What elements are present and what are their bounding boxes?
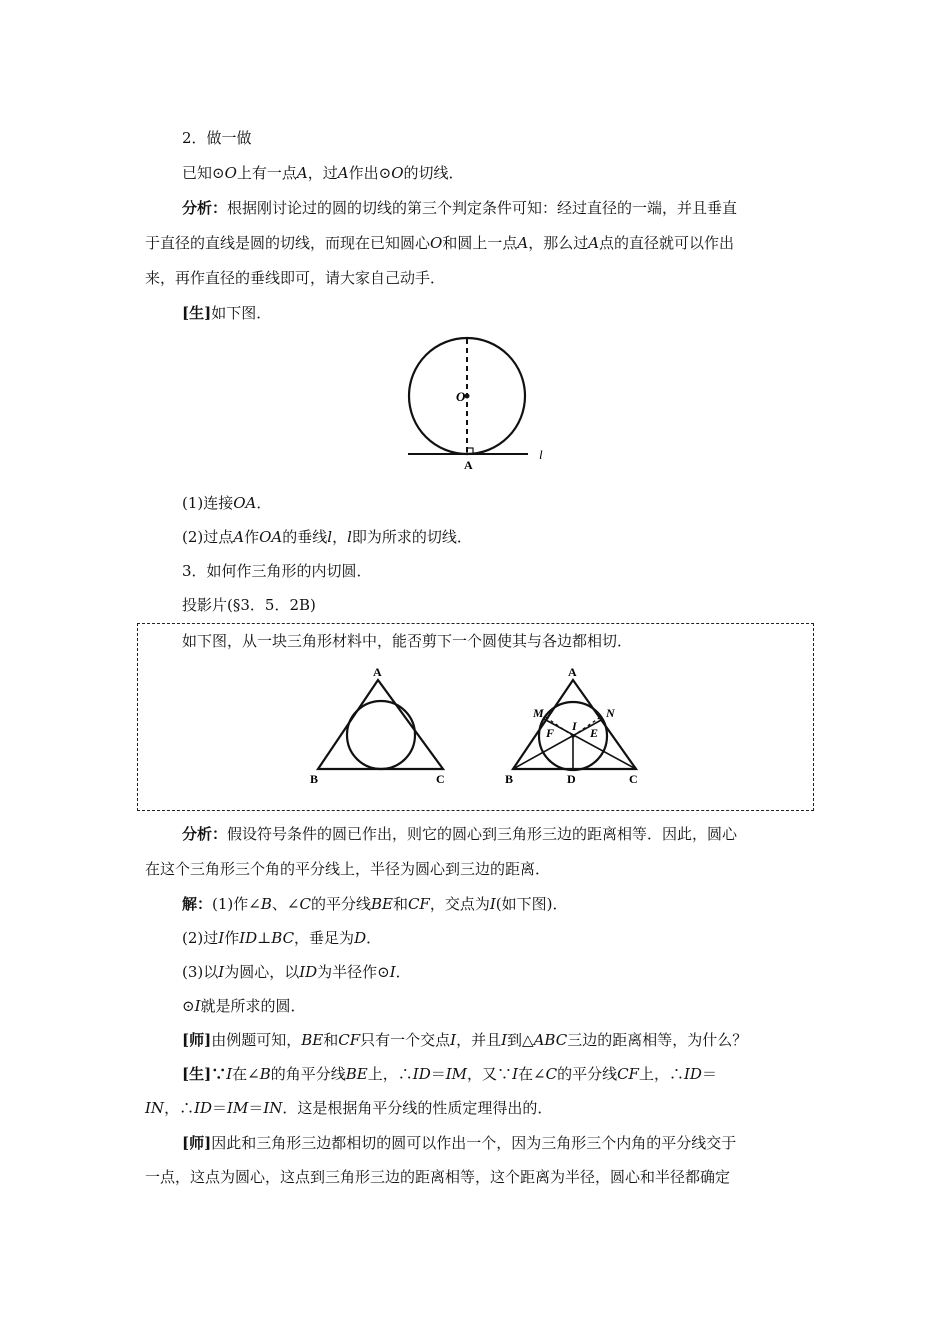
label-i: I xyxy=(572,719,577,733)
text: 的垂线 xyxy=(282,528,328,546)
text: ＝ xyxy=(701,1065,717,1083)
label-c: C xyxy=(436,772,445,786)
analysis-paragraph-1-line-3 xyxy=(145,268,445,288)
math-var: B xyxy=(260,895,272,913)
math-var: O xyxy=(430,234,443,252)
section-heading-3 xyxy=(182,561,372,581)
speaker-label: [师] xyxy=(182,1134,212,1152)
text: 由例题可知， xyxy=(211,1031,302,1049)
text: ，过 xyxy=(307,164,338,182)
text: ＝ xyxy=(248,1099,264,1117)
text: 点的直径就可以作出 xyxy=(599,234,735,252)
text: ，垂足为 xyxy=(294,929,355,947)
text: ∵ xyxy=(211,1065,227,1083)
text: ，交点为 xyxy=(429,895,490,913)
text: (2)过 xyxy=(182,929,219,947)
text: ＝ xyxy=(212,1099,228,1117)
text: 作 xyxy=(244,528,260,546)
text: 作 xyxy=(224,929,240,947)
student-reply-2-line-2 xyxy=(145,1098,552,1118)
triangle-incircle-figure xyxy=(305,662,455,787)
math-var: C xyxy=(299,895,311,913)
text: 在这个三角形三个角的平分线上，半径为圆心到三边的距离． xyxy=(145,860,551,878)
analysis-paragraph-2-line-2 xyxy=(145,859,550,879)
text: 和圆上一点 xyxy=(442,234,518,252)
math-var: l xyxy=(347,528,352,546)
math-var: BC xyxy=(271,929,295,947)
label-a: A xyxy=(568,665,577,679)
analysis-paragraph-2 xyxy=(182,824,737,844)
text: 和 xyxy=(392,895,408,913)
math-var: I xyxy=(450,1031,457,1049)
math-var: ID xyxy=(299,963,318,981)
math-var: CF xyxy=(407,895,430,913)
math-var: ID xyxy=(239,929,258,947)
text: 投影片(§3．5．2B) xyxy=(182,596,316,614)
math-var: IN xyxy=(145,1099,165,1117)
text: 根据刚讨论过的圆的切线的第三个判定条件可知：经过直径的一端，并且垂直 xyxy=(227,199,738,217)
incenter-point xyxy=(571,734,575,738)
math-var: ID xyxy=(683,1065,702,1083)
text: 2．做一做 xyxy=(182,129,252,147)
slide-question xyxy=(182,631,632,651)
math-var: O xyxy=(224,164,237,182)
text: 一点，这点为圆心，这点到三角形三边的距离相等，这个距离为半径，圆心和半径都确定 xyxy=(145,1168,731,1186)
text: ． xyxy=(256,494,272,512)
solution-label: 解： xyxy=(182,895,213,913)
math-var: ID xyxy=(412,1065,431,1083)
solution-conclusion xyxy=(182,996,306,1016)
label-b: B xyxy=(310,772,319,786)
label-e: E xyxy=(590,726,599,740)
text: ， xyxy=(332,528,348,546)
text: 为半径作⊙ xyxy=(317,963,390,981)
text: 只有一个交点 xyxy=(360,1031,451,1049)
text: ，∴ xyxy=(164,1099,195,1117)
text: 的角平分线 xyxy=(270,1065,346,1083)
math-var: BE xyxy=(301,1031,324,1049)
math-var: I xyxy=(226,1065,233,1083)
math-var: I xyxy=(501,1031,508,1049)
speaker-label: [生] xyxy=(182,1065,212,1083)
incircle xyxy=(347,701,415,769)
math-var: I xyxy=(512,1065,518,1083)
label-l: l xyxy=(539,447,543,462)
math-var: BE xyxy=(370,895,393,913)
text: 作出⊙ xyxy=(348,164,392,182)
circle-tangent-figure xyxy=(400,335,560,485)
text: 就是所求的圆． xyxy=(200,997,306,1015)
math-var: D xyxy=(354,929,367,947)
text: 上有一点 xyxy=(236,164,297,182)
text: ．这是根据角平分线的性质定理得出的． xyxy=(282,1099,553,1117)
analysis-label: 分析： xyxy=(182,825,228,843)
math-var: CF xyxy=(338,1031,361,1049)
text: 于直径的直线是圆的切线，而现在已知圆心 xyxy=(145,234,431,252)
text: 已知⊙ xyxy=(182,164,225,182)
bisector-construction-figure xyxy=(500,662,650,787)
math-var: A xyxy=(337,164,349,182)
math-var: CF xyxy=(617,1065,639,1083)
text: 上，∴ xyxy=(638,1065,684,1083)
solution-step-3 xyxy=(182,962,411,982)
text: 和 xyxy=(323,1031,339,1049)
math-var: A xyxy=(296,164,308,182)
text: 、∠ xyxy=(271,895,300,913)
label-m: M xyxy=(533,706,544,720)
text: 的平分线 xyxy=(310,895,371,913)
projection-slide-box xyxy=(137,623,814,811)
math-var: I xyxy=(194,997,201,1015)
label-b: B xyxy=(505,772,514,786)
text: 到△ xyxy=(507,1031,534,1049)
analysis-paragraph-1 xyxy=(182,198,737,218)
text: ． xyxy=(366,929,382,947)
student-reply-1 xyxy=(182,303,271,323)
text: (1)作∠ xyxy=(212,895,261,913)
math-var: I xyxy=(218,963,225,981)
math-var: ABC xyxy=(533,1031,568,1049)
text: ． xyxy=(395,963,411,981)
label-d: D xyxy=(567,772,576,786)
label-n: N xyxy=(606,706,615,720)
math-var: OA xyxy=(233,494,257,512)
math-var: A xyxy=(588,234,600,252)
label-a: A xyxy=(373,665,382,679)
step-1-connect-oa xyxy=(182,493,271,513)
label-c: C xyxy=(629,772,638,786)
text: 在∠ xyxy=(518,1065,546,1083)
math-var: l xyxy=(327,528,333,546)
math-var: I xyxy=(218,929,225,947)
text: 3．如何作三角形的内切圆． xyxy=(182,562,372,580)
section-heading-2 xyxy=(182,128,252,148)
math-var: I xyxy=(389,963,396,981)
analysis-paragraph-1-line-2 xyxy=(145,233,734,253)
label-f: F xyxy=(546,726,555,740)
text: ，并且 xyxy=(456,1031,502,1049)
text: 假设符号条件的圆已作出，则它的圆心到三角形三边的距离相等．因此，圆心 xyxy=(227,825,738,843)
math-var: I xyxy=(489,895,496,913)
math-var: ID xyxy=(194,1099,213,1117)
step-2-perpendicular xyxy=(182,527,472,547)
analysis-label: 分析： xyxy=(182,199,228,217)
text: (3)以 xyxy=(182,963,219,981)
text: (如下图)． xyxy=(495,895,568,913)
math-var: OA xyxy=(259,528,283,546)
teacher-conclusion xyxy=(182,1133,736,1153)
text: 即为所求的切线． xyxy=(351,528,472,546)
speaker-label: [师] xyxy=(182,1031,212,1049)
problem-statement xyxy=(182,163,464,183)
text: ＝ xyxy=(430,1065,446,1083)
teacher-conclusion-line-2 xyxy=(145,1167,730,1187)
text: 的切线． xyxy=(403,164,464,182)
text: ，那么过 xyxy=(528,234,589,252)
math-var: O xyxy=(391,164,404,182)
math-var: IM xyxy=(227,1099,249,1117)
text: 的平分线 xyxy=(557,1065,618,1083)
slide-reference xyxy=(182,595,316,615)
text: 如下图，从一块三角形材料中，能否剪下一个圆使其与各边都相切． xyxy=(182,632,633,650)
math-var: B xyxy=(259,1065,271,1083)
text: 上，∴ xyxy=(367,1065,413,1083)
text: 为圆心，以 xyxy=(224,963,300,981)
text: 因此和三角形三边都相切的圆可以作出一个，因为三角形三个内角的平分线交于 xyxy=(211,1134,737,1152)
text: ，又∵ xyxy=(467,1065,513,1083)
text: (2)过点 xyxy=(182,528,234,546)
teacher-question xyxy=(182,1030,747,1050)
text: 三边的距离相等，为什么？ xyxy=(567,1031,748,1049)
math-var: A xyxy=(233,528,245,546)
math-var: IN xyxy=(263,1099,283,1117)
student-reply-2 xyxy=(182,1064,717,1084)
text: ⊥ xyxy=(257,929,272,947)
speaker-label: [生] xyxy=(182,304,212,322)
solution-step-1 xyxy=(182,894,568,914)
text: 在∠ xyxy=(232,1065,260,1083)
label-o: O xyxy=(456,389,466,404)
text: ⊙ xyxy=(182,997,195,1015)
math-var: IM xyxy=(445,1065,468,1083)
math-var: C xyxy=(545,1065,558,1083)
text: 来，再作直径的垂线即可，请大家自己动手． xyxy=(145,269,446,287)
solution-step-2 xyxy=(182,928,381,948)
text: 如下图． xyxy=(211,304,272,322)
triangle-abc xyxy=(318,680,443,769)
label-a: A xyxy=(464,458,473,472)
text: (1)连接 xyxy=(182,494,234,512)
math-var: BE xyxy=(345,1065,368,1083)
math-var: A xyxy=(517,234,529,252)
